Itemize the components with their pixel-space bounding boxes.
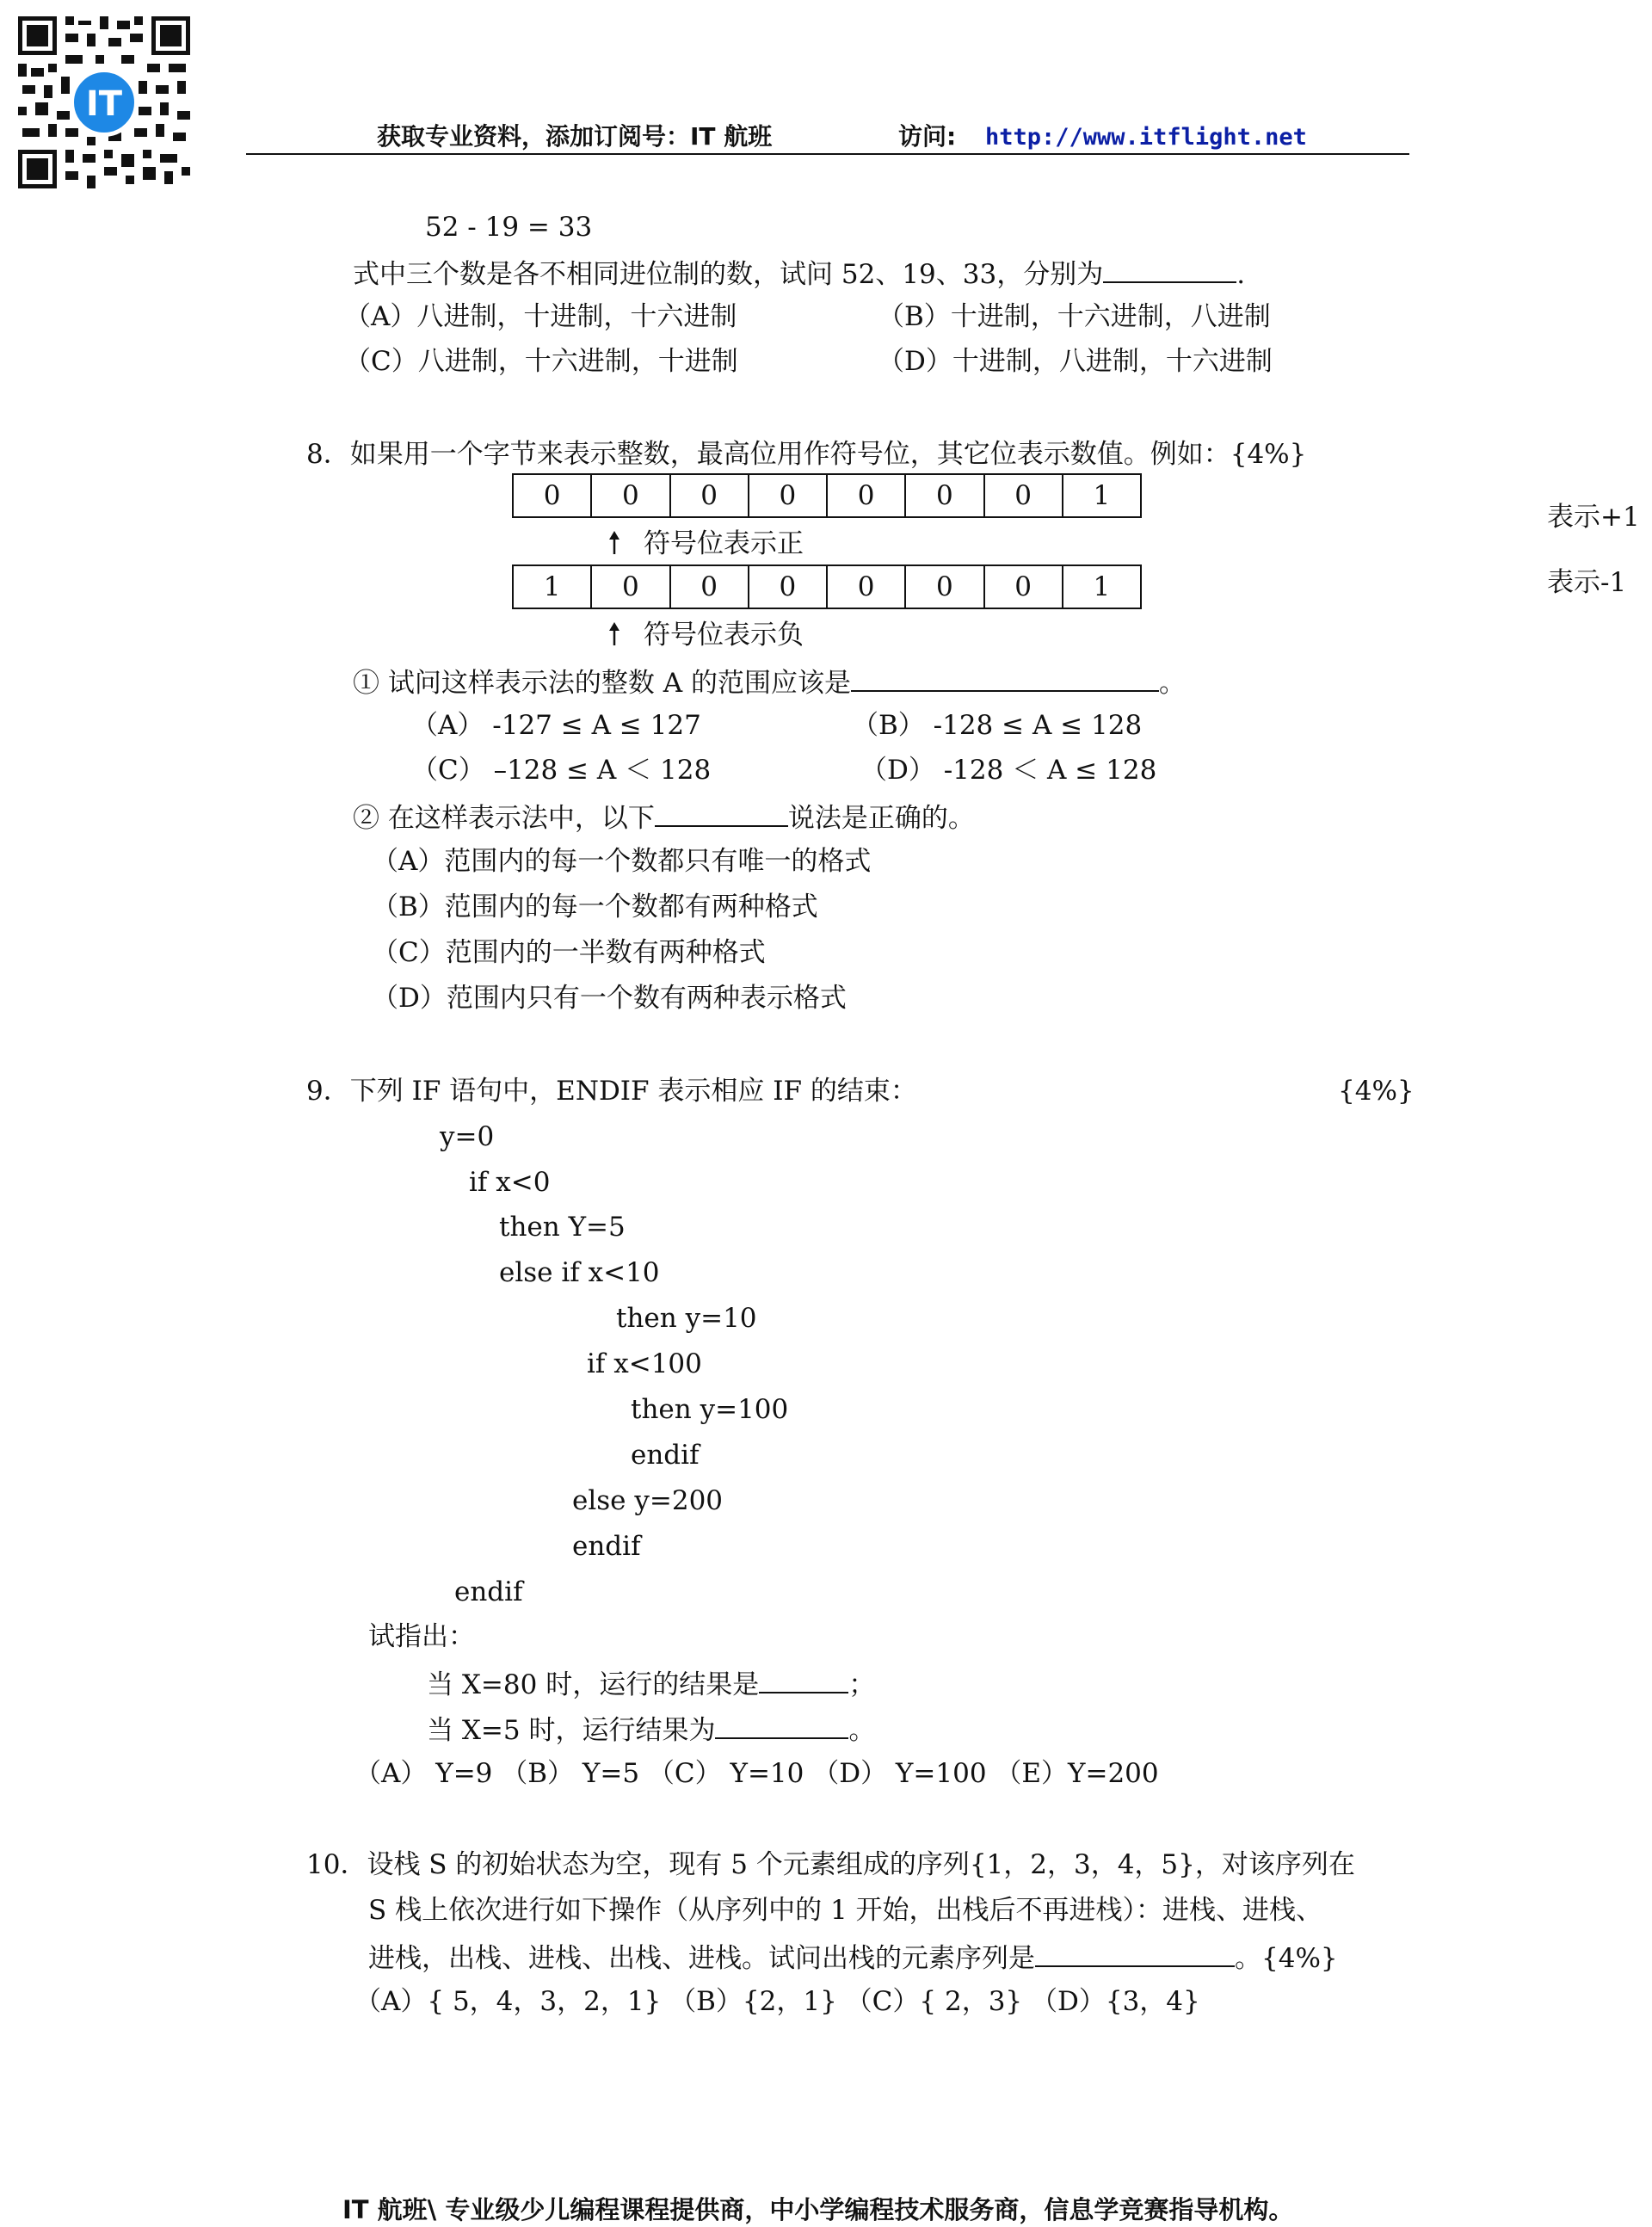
q7-stem: 式中三个数是各不相同进位制的数，试问 52、19、33，分别为 . xyxy=(353,259,1246,290)
q8-row2-side-label: 表示-1 xyxy=(1547,567,1627,598)
bit-cell: 1 xyxy=(1063,474,1141,517)
code-line: y=0 xyxy=(440,1121,495,1152)
bit-cell: 0 xyxy=(670,474,749,517)
bit-cell: 0 xyxy=(827,565,905,608)
q8-sub2-option-b: （B）范围内的每一个数都有两种格式 xyxy=(372,891,818,922)
q10-line2: S 栈上依次进行如下操作（从序列中的 1 开始，出栈后不再进栈）：进栈、进栈、 xyxy=(368,1895,1323,1926)
q8-bits-row-positive xyxy=(512,473,1142,518)
code-line: endif xyxy=(454,1576,523,1607)
code-line: then y=100 xyxy=(631,1394,789,1425)
bit-cell: 0 xyxy=(905,474,983,517)
q7-equation: 52 - 19 = 33 xyxy=(425,212,593,243)
header-url-link[interactable]: http://www.itflight.net xyxy=(985,124,1307,151)
header-visit-label: 访问: xyxy=(898,122,957,151)
bit-cell: 0 xyxy=(749,474,827,517)
q8-sub2: ② 在这样表示法中，以下 说法是正确的。 xyxy=(353,803,975,834)
svg-text:IT: IT xyxy=(85,84,123,124)
q10-options: （A）{ 5，4，3，2，1} （B）{2，1} （C）{ 2，3} （D）{3，4} xyxy=(354,1986,1200,2017)
q7-option-c: （C）八进制，十六进制，十进制 xyxy=(344,346,738,377)
bit-cell: 1 xyxy=(513,565,591,608)
q7-option-d: （D）十进制，八进制，十六进制 xyxy=(878,346,1273,377)
code-line: then Y=5 xyxy=(499,1212,626,1243)
code-line: endif xyxy=(572,1531,641,1562)
q8-sub1-option-d: （D） -128 ＜ A ≤ 128 xyxy=(860,755,1157,786)
header-divider xyxy=(246,153,1409,155)
bit-cell: 0 xyxy=(749,565,827,608)
q9-ask2: 当 X=5 时，运行结果为 。 xyxy=(427,1715,876,1746)
q8-sub2-option-d: （D）范围内只有一个数有两种表示格式 xyxy=(372,983,847,1014)
q10-line1: 10．设栈 S 的初始状态为空，现有 5 个元素组成的序列{1，2，3，4，5}，对该序列在 xyxy=(306,1849,1355,1880)
q8-sub1-option-a: （A） -127 ≤ A ≤ 127 xyxy=(411,710,701,741)
q9-ask: 试指出： xyxy=(368,1621,475,1652)
q8-row2-caption: 符号位表示负 xyxy=(644,620,804,651)
code-line: else if x<10 xyxy=(499,1257,660,1288)
bit-cell: 0 xyxy=(984,474,1063,517)
bit-cell: 0 xyxy=(670,565,749,608)
code-line: else y=200 xyxy=(572,1485,724,1516)
q8-row1-caption: 符号位表示正 xyxy=(644,528,804,559)
q8-sub2-option-a: （A）范围内的每一个数都只有唯一的格式 xyxy=(372,846,872,877)
q7-option-a: （A）八进制，十进制，十六进制 xyxy=(344,301,737,332)
q9-score: {4%} xyxy=(1338,1076,1415,1107)
bit-cell: 0 xyxy=(905,565,983,608)
bit-cell: 1 xyxy=(1063,565,1141,608)
q8-sub1-option-b: （B） -128 ≤ A ≤ 128 xyxy=(852,710,1143,741)
arrow-up-icon xyxy=(604,621,625,647)
bit-cell: 0 xyxy=(591,474,669,517)
footer-slogan: IT 航班\ 专业级少儿编程课程提供商，中小学编程技术服务商，信息学竞赛指导机构。 xyxy=(342,2195,1294,2224)
q8-sub1-option-c: （C） –128 ≤ A ＜ 128 xyxy=(411,755,712,786)
q9-ask1: 当 X=80 时，运行的结果是 ； xyxy=(427,1669,876,1700)
code-line: if x<0 xyxy=(469,1167,551,1198)
q9-options: （A） Y=9 （B） Y=5 （C） Y=10 （D） Y=100 （E）Y=200 xyxy=(354,1758,1159,1789)
arrow-up-icon xyxy=(604,530,625,556)
q8-row1-side-label: 表示+1 xyxy=(1547,502,1640,533)
bit-cell: 0 xyxy=(827,474,905,517)
code-line: endif xyxy=(631,1440,700,1471)
q8-bits-row-negative xyxy=(512,564,1142,609)
qr-code-logo xyxy=(14,12,194,193)
q8-sub1: ① 试问这样表示法的整数 A 的范围应该是 。 xyxy=(353,668,1186,699)
q8-stem: 8．如果用一个字节来表示整数，最高位用作符号位，其它位表示数值。例如：{4%} xyxy=(306,439,1307,470)
code-line: if x<100 xyxy=(587,1348,702,1379)
code-line: then y=10 xyxy=(616,1303,757,1334)
q9-stem: 9．下列 IF 语句中，ENDIF 表示相应 IF 的结束： xyxy=(306,1076,917,1107)
header-subscription-text: 获取专业资料，添加订阅号：IT 航班 xyxy=(377,122,773,151)
bit-cell: 0 xyxy=(513,474,591,517)
bit-cell: 0 xyxy=(984,565,1063,608)
q8-sub2-option-c: （C）范围内的一半数有两种格式 xyxy=(372,937,766,968)
bit-cell: 0 xyxy=(591,565,669,608)
q10-line3: 进栈，出栈、进栈、出栈、进栈。试问出栈的元素序列是 。{4%} xyxy=(368,1943,1338,1974)
q7-option-b: （B）十进制，十六进制，八进制 xyxy=(878,301,1271,332)
